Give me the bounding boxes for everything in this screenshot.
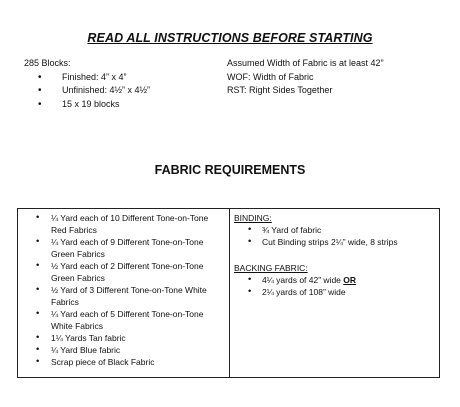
list-item: • ½ Yard of 3 Different Tone-on-Tone White Fabrics bbox=[18, 284, 223, 308]
list-item: • ¼ Yard Blue fabric bbox=[18, 344, 223, 356]
note-rst: RST: Right Sides Together bbox=[227, 85, 333, 95]
fabric-requirements-table bbox=[17, 208, 440, 378]
list-item: • ½ Yard each of 2 Different Tone-on-Tone Green Fabrics bbox=[18, 260, 223, 284]
list-item: • Cut Binding strips 2¼” wide, 8 strips bbox=[234, 236, 435, 248]
list-item: • ¼ Yard each of 10 Different Tone-on-Tone Red Fabrics bbox=[18, 212, 223, 236]
binding-backing-cell bbox=[230, 209, 439, 377]
or-label: OR bbox=[343, 275, 357, 285]
list-item: • Scrap piece of Black Fabric bbox=[18, 356, 223, 368]
list-item: • Finished: 4” x 4” bbox=[24, 71, 150, 85]
blocks-heading: 285 Blocks: bbox=[24, 58, 71, 68]
list-item: • 15 x 19 blocks bbox=[24, 98, 150, 112]
list-item: • ¼ Yard each of 9 Different Tone-on-Tone Green Fabrics bbox=[18, 236, 223, 260]
note-wof-assumption: Assumed Width of Fabric is at least 42” bbox=[227, 58, 384, 68]
list-item: • 2¼ yards of 108” wide bbox=[234, 286, 435, 298]
notes-info bbox=[227, 57, 384, 98]
backing-option-42: 4¼ yards of 42” wide bbox=[262, 275, 344, 285]
backing-list bbox=[234, 274, 435, 298]
section-title: FABRIC REQUIREMENTS bbox=[154, 163, 306, 177]
fabric-list-cell bbox=[18, 209, 230, 377]
note-wof: WOF: Width of Fabric bbox=[227, 71, 314, 82]
fabric-list bbox=[18, 212, 223, 368]
binding-heading: BINDING: bbox=[234, 213, 272, 223]
list-item: • ¾ Yard of fabric bbox=[234, 224, 435, 236]
list-item: • Unfinished: 4½” x 4½” bbox=[24, 84, 150, 98]
page-title: READ ALL INSTRUCTIONS BEFORE STARTING bbox=[87, 31, 373, 45]
backing-heading: BACKING FABRIC: bbox=[234, 263, 308, 273]
blocks-info bbox=[24, 57, 150, 111]
binding-list bbox=[234, 224, 435, 248]
list-item: • 1¼ Yards Tan fabric bbox=[18, 332, 223, 344]
list-item bbox=[234, 274, 435, 286]
blocks-list bbox=[24, 71, 150, 112]
list-item: • ¼ Yard each of 5 Different Tone-on-Tone White Fabrics bbox=[18, 308, 223, 332]
